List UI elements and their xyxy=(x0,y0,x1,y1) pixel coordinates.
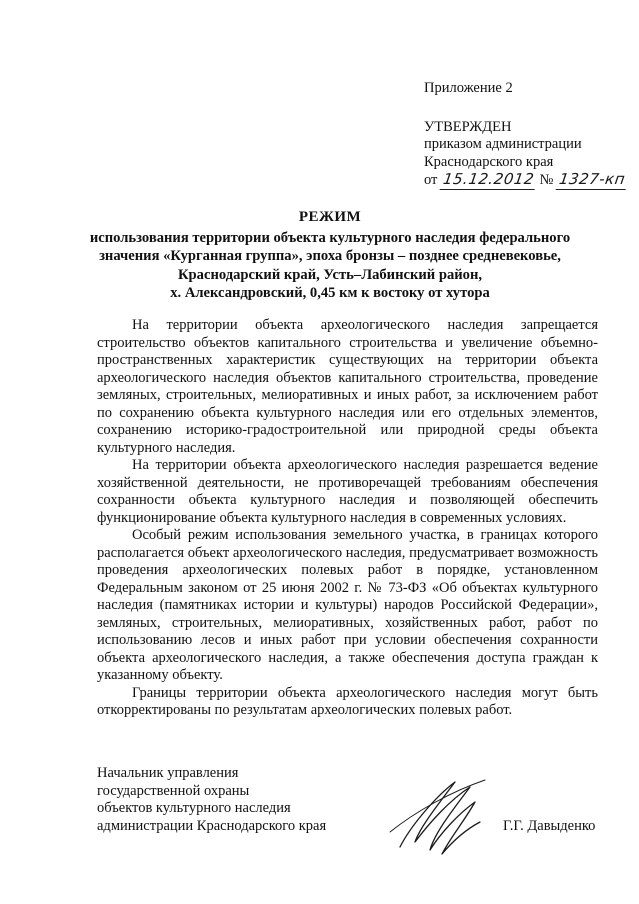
document-body xyxy=(97,317,598,720)
order-date-line xyxy=(424,171,627,190)
title-line-2: значения «Курганная группа», эпоха бронзы – позднее средневековье, xyxy=(99,248,561,264)
signatory-line-1: Начальник управления xyxy=(97,765,239,781)
title-line-1: использования территории объекта культурного наследия федерального xyxy=(89,229,571,246)
paragraph-special-regime: Особый режим использования земельного участка, в границах которого располагается объект археологического наследия, предусматривает возможность проведения археологических полевых работ в порядке, установленном Федеральным законом от 25 июня 2002 г. № 73-ФЗ «Об объектах культурного наследия (памятниках истории и культуры) народов Российской Федерации», земляных, строительных, мелиоративных, хозяйственных работ, работ по использованию лесов и иных работ при условии обеспечения сохранности объекта археологического наследия, а также обеспечения доступа граждан к указанному объекту. xyxy=(97,527,598,683)
handwritten-signature xyxy=(380,772,490,862)
title-line-4: х. Александровский, 0,45 км к востоку от хутора xyxy=(170,285,490,301)
signatory-line-4: администрации Краснодарского края xyxy=(97,817,327,834)
document-title xyxy=(60,208,600,303)
handwritten-date: 15.12.2012 xyxy=(440,171,537,190)
approved-by-order: приказом администрации xyxy=(424,136,582,152)
paragraph-permissions: На территории объекта археологического наследия разрешается ведение хозяйственной деятельности, не противоречащей требованиям обеспечения сохранности объекта культурного наследия и позволяющей обеспечить функционирование объекта культурного наследия в современных условиях. xyxy=(97,457,598,526)
title-line-3: Краснодарский край, Усть–Лабинский район, xyxy=(177,266,483,283)
title-heading: РЕЖИМ xyxy=(298,209,362,225)
signatory-line-3: объектов культурного наследия xyxy=(97,800,291,816)
approved-region: Краснодарского края xyxy=(424,153,554,170)
number-sign: № xyxy=(539,172,554,188)
approval-block xyxy=(424,80,627,190)
handwritten-number: 1327-кп xyxy=(556,171,629,190)
approved-label: УТВЕРЖДЕН xyxy=(424,118,512,135)
annex-label: Приложение 2 xyxy=(424,80,513,96)
signer-name: Г.Г. Давыденко xyxy=(503,818,596,834)
date-prefix: от xyxy=(424,172,438,188)
signatory-position xyxy=(97,765,326,835)
paragraph-prohibitions: На территории объекта археологического наследия запрещается строительство объектов капитального строительства и увеличение объемно-пространственных характеристик существующих на территории объекта археологического наследия объектов капитального строительства, проведение земляных, строительных, мелиоративных и иных работ, за исключением работ по сохранению объекта культурного наследия или его отдельных элементов, сохранению историко-градостроительной или природной среды объекта культурного наследия. xyxy=(97,317,598,456)
signatory-line-2: государственной охраны xyxy=(97,782,250,799)
paragraph-boundaries: Границы территории объекта археологического наследия могут быть откорректированы по результатам археологических полевых работ. xyxy=(97,684,598,718)
